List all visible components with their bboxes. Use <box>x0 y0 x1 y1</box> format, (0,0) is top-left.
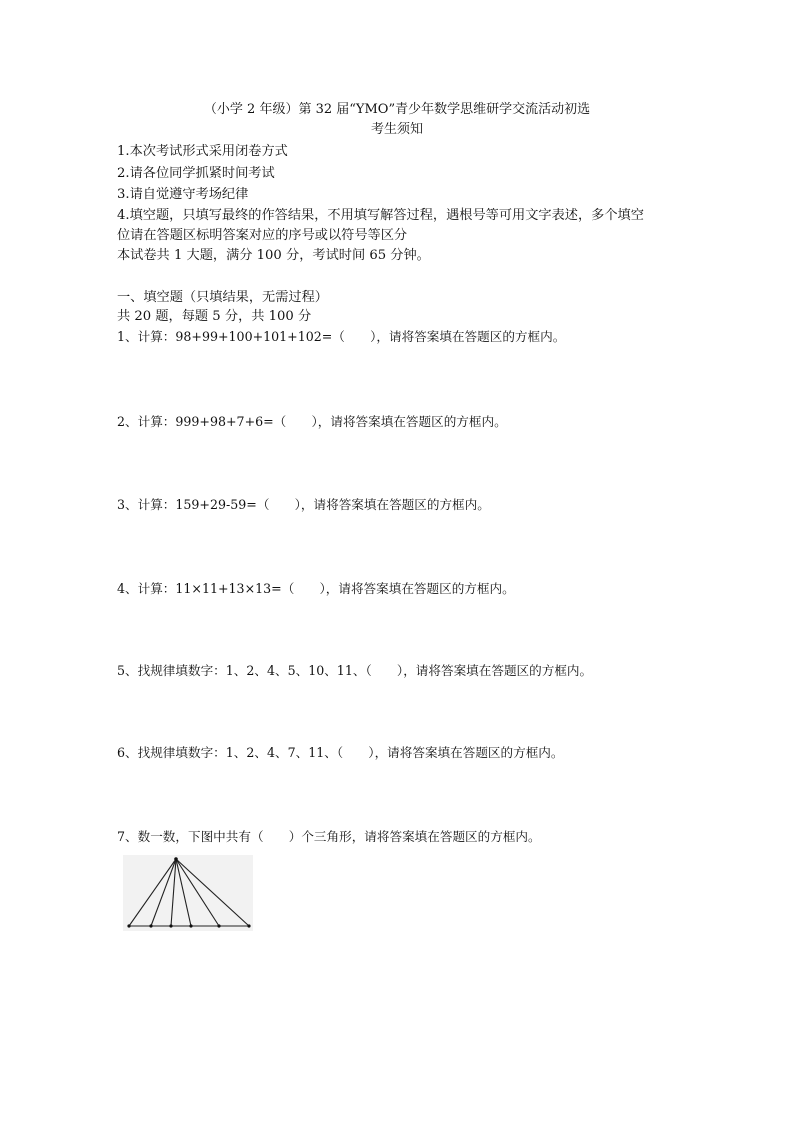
rule-item: 2.请各位同学抓紧时间考试 <box>117 166 275 181</box>
question-1: 1、计算：98+99+100+101+102=（ ），请将答案填在答题区的方框内。 <box>117 329 566 344</box>
base-point <box>217 924 220 927</box>
rule-item: 1.本次考试形式采用闭卷方式 <box>117 144 288 159</box>
figure-background <box>123 855 253 931</box>
base-point <box>247 924 250 927</box>
document-title: （小学 2 年级）第 32 届“YMO”青少年数学思维研学交流活动初选 <box>203 102 591 117</box>
rule-item: 4.填空题，只填写最终的作答结果，不用填写解答过程，遇根号等可用文字表述，多个填空 <box>117 208 644 223</box>
rule-item: 3.请自觉遵守考场纪律 <box>117 187 249 202</box>
vertex-point <box>174 857 178 861</box>
notice-heading: 考生须知 <box>370 122 423 137</box>
rule-item-continued: 位请在答题区标明答案对应的序号或以符号等区分 <box>117 228 408 243</box>
base-point <box>189 924 192 927</box>
question-3: 3、计算：159+29-59=（ ），请将答案填在答题区的方框内。 <box>117 497 490 512</box>
base-point <box>169 924 172 927</box>
triangle-count-figure <box>123 855 253 931</box>
question-4: 4、计算：11×11+13×13=（ ），请将答案填在答题区的方框内。 <box>117 581 515 596</box>
question-5: 5、找规律填数字：1、2、4、5、10、11、（ ），请将答案填在答题区的方框内。 <box>117 663 593 678</box>
exam-summary: 本试卷共 1 大题，满分 100 分，考试时间 65 分钟。 <box>117 248 430 263</box>
section-note: 共 20 题，每题 5 分，共 100 分 <box>117 309 312 324</box>
question-2: 2、计算：999+98+7+6=（ ），请将答案填在答题区的方框内。 <box>117 414 507 429</box>
question-6: 6、找规律填数字：1、2、4、7、11、（ ），请将答案填在答题区的方框内。 <box>117 745 564 760</box>
question-7: 7、数一数，下图中共有（ ）个三角形，请将答案填在答题区的方框内。 <box>117 829 541 844</box>
section-heading: 一、填空题（只填结果，无需过程） <box>117 290 328 305</box>
base-point <box>127 924 130 927</box>
base-point <box>149 924 152 927</box>
